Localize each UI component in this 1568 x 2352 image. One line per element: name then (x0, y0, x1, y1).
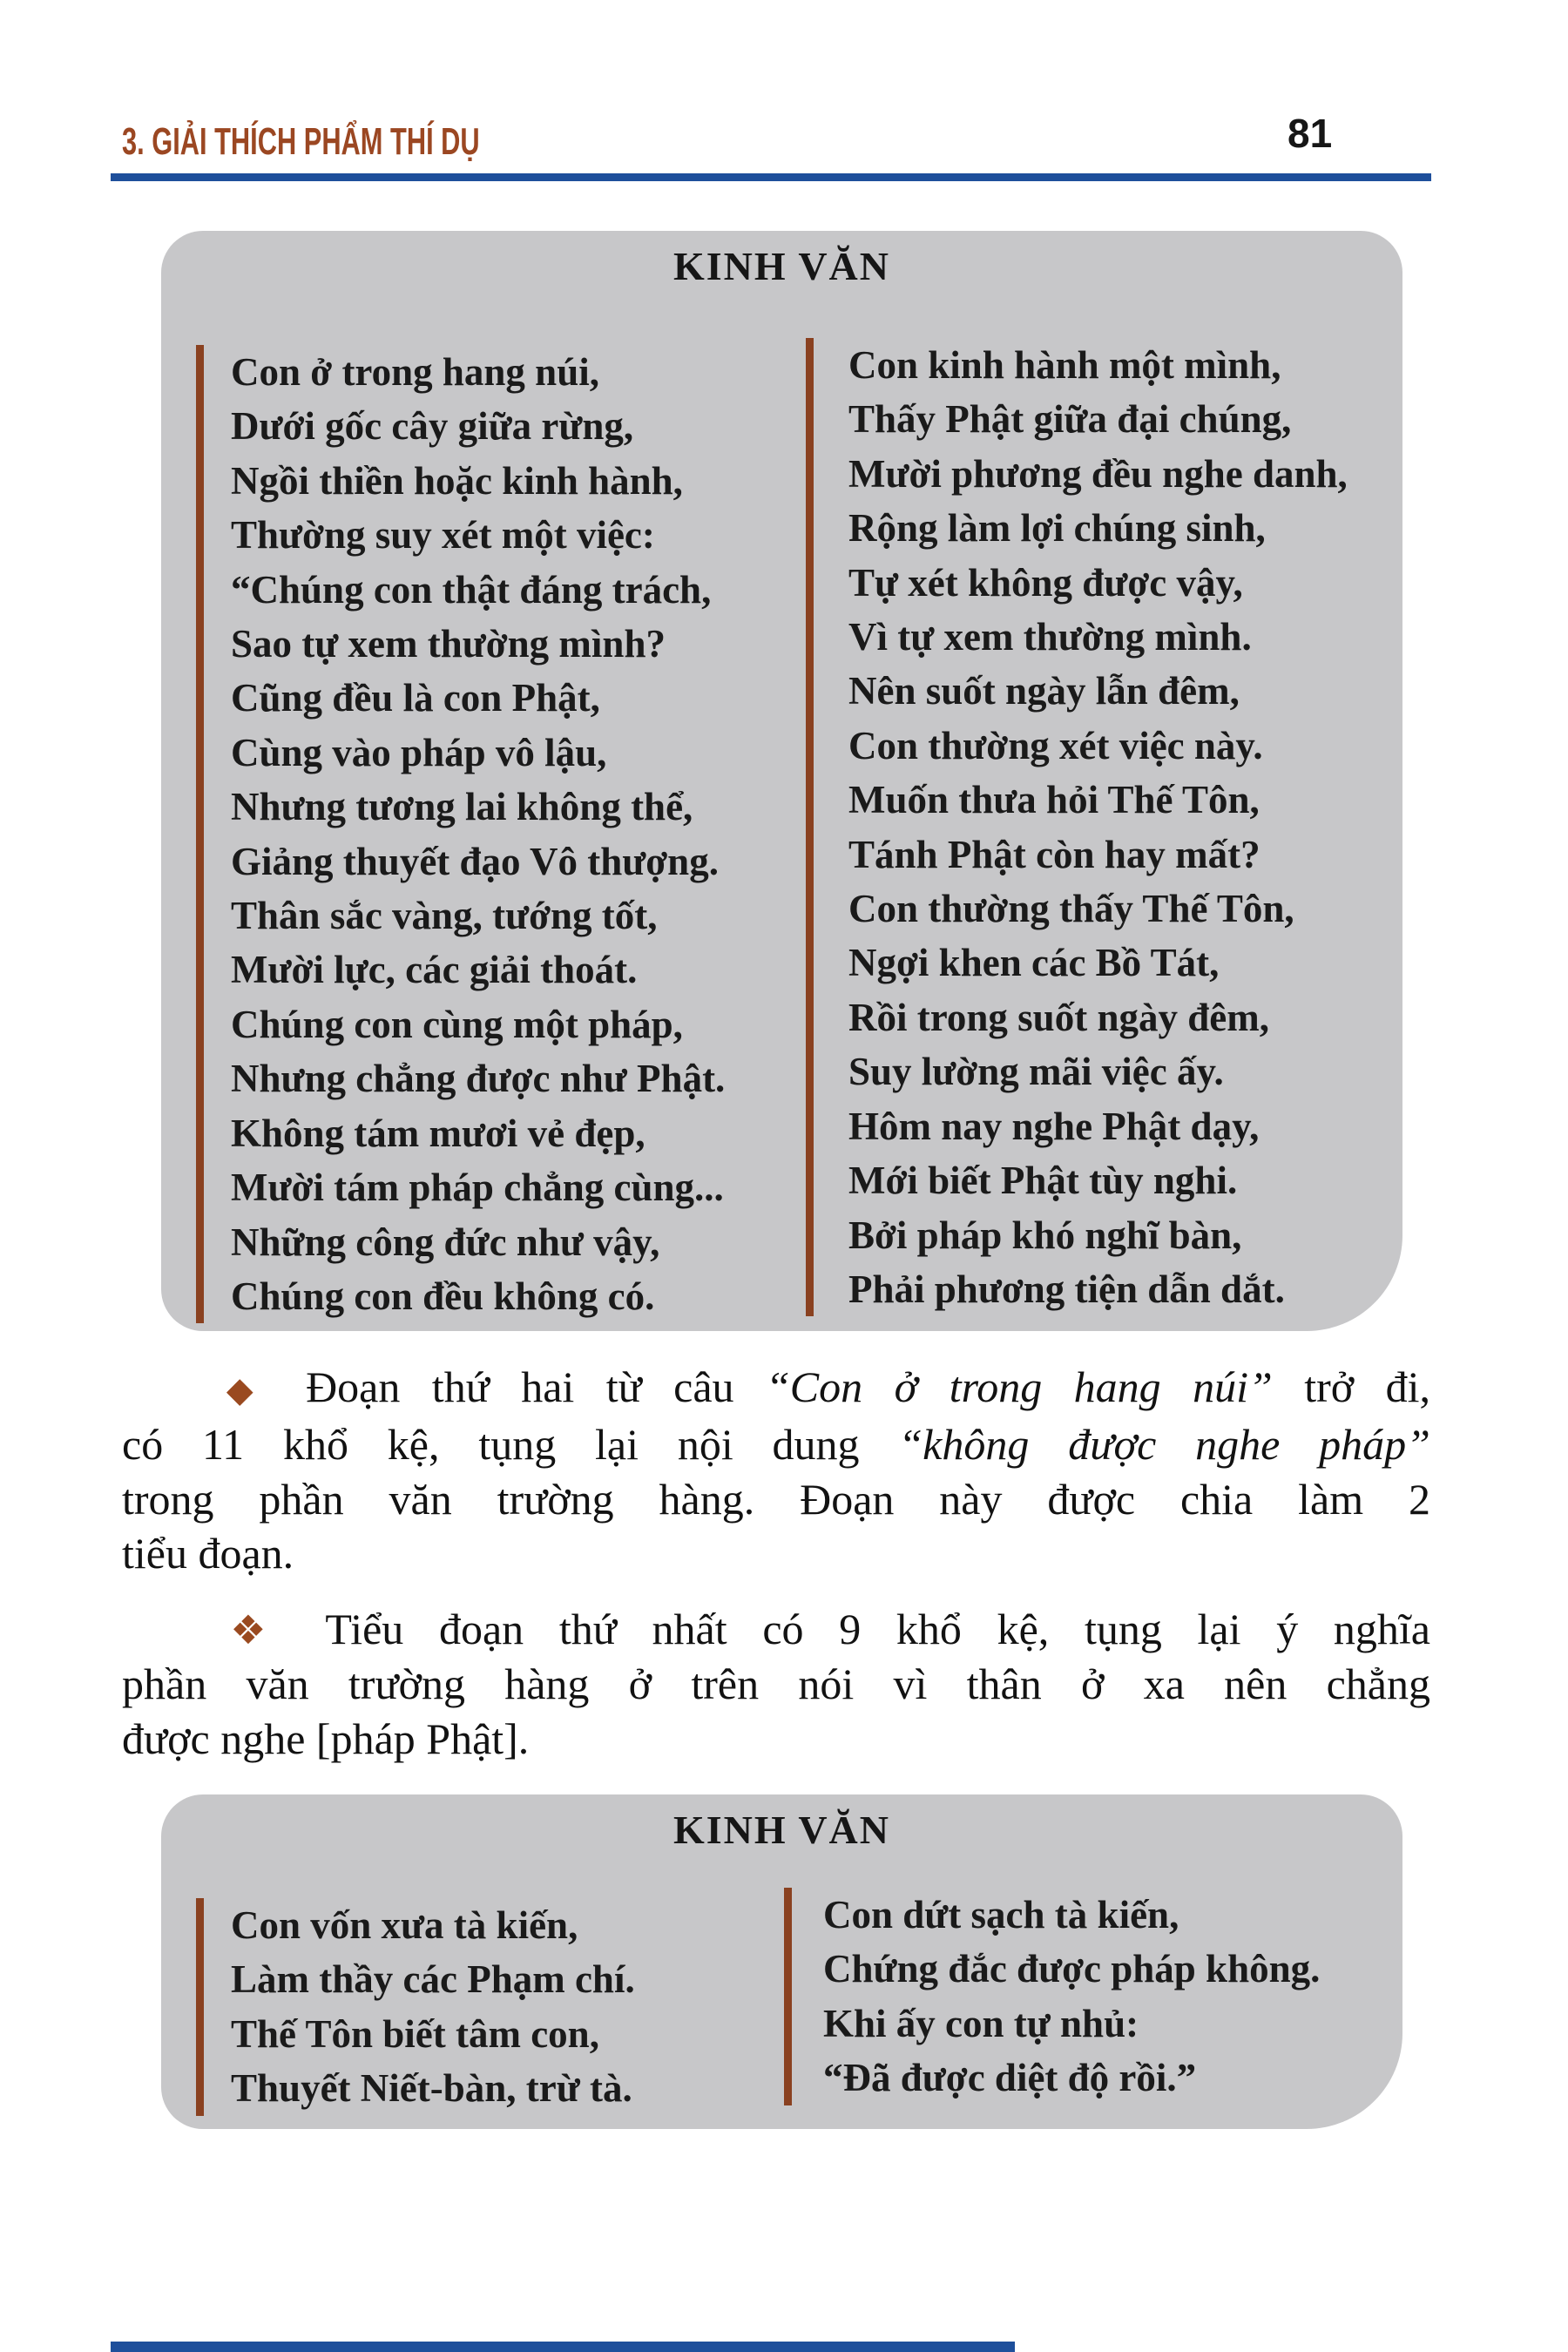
paragraph-line: phần văn trường hàng ở trên nói vì thân ở xa nên chẳng (122, 1659, 1430, 1709)
verse-line: Làm thầy các Phạm chí. (231, 1957, 635, 2002)
verse-line: Thế Tôn biết tâm con, (231, 2011, 599, 2056)
verse-column-right (784, 1888, 1320, 2105)
verse-line: Mới biết Phật tùy nghi. (848, 1159, 1238, 1203)
verse-line: Muốn thưa hỏi Thế Tôn, (848, 778, 1260, 822)
header-rule (111, 173, 1431, 181)
verse-line: Chứng đắc được pháp không. (823, 1947, 1321, 1991)
footer-rule (111, 2342, 1015, 2352)
verse-line: Nên suốt ngày lẫn đêm, (848, 669, 1240, 713)
verse-line: Mười tám pháp chẳng cùng... (231, 1166, 724, 1210)
commentary-paragraph-1 (122, 1360, 1430, 1581)
kinh-van-title: KINH VĂN (672, 244, 890, 288)
verse-line: Chúng con đều không có. (231, 1274, 655, 1318)
verse-line: Con ở trong hang núi, (231, 350, 599, 394)
verse-line: Mười lực, các giải thoát. (231, 948, 638, 992)
verse-line: Sao tự xem thường mình? (231, 622, 666, 666)
verse-line: Tự xét không được vậy, (848, 560, 1243, 605)
verse-line: Nhưng tương lai không thể, (231, 785, 693, 829)
verse-line: Rộng làm lợi chúng sinh, (848, 506, 1266, 551)
verse-line: Thuyết Niết-bàn, trừ tà. (231, 2066, 632, 2111)
verse-line: Ngồi thiền hoặc kinh hành, (231, 458, 683, 503)
verse-line: Thấy Phật giữa đại chúng, (848, 397, 1292, 442)
four-diamond-bullet-icon: ❖ (206, 1606, 291, 1653)
verse-column-left (196, 1898, 635, 2116)
verse-line: Con thường thấy Thế Tôn, (848, 887, 1294, 931)
verse-line: Phải phương tiện dẫn dắt. (848, 1267, 1285, 1311)
verse-line: Rồi trong suốt ngày đêm, (848, 995, 1269, 1039)
kinh-van-title: KINH VĂN (672, 1808, 890, 1852)
verse-line: Con dứt sạch tà kiến, (823, 1893, 1179, 1936)
verse-line: “Đã được diệt độ rồi.” (823, 2056, 1197, 2100)
commentary-paragraph-2 (122, 1602, 1430, 1766)
paragraph-line: được nghe [pháp Phật]. (122, 1713, 530, 1763)
kinh-van-box-1 (161, 231, 1402, 1331)
paragraph-line: ❖ Tiểu đoạn thứ nhất có 9 khổ kệ, tụng lại ý nghĩa (206, 1605, 1430, 1653)
verse-line: Suy lường mãi việc ấy. (848, 1050, 1224, 1094)
page-number: 81 (1288, 111, 1333, 156)
verse-column-left (196, 345, 725, 1323)
verse-line: Cũng đều là con Phật, (231, 676, 600, 720)
verse-line: Mười phương đều nghe danh, (848, 451, 1348, 496)
paragraph-line: trong phần văn trường hàng. Đoạn này được chia làm 2 (122, 1474, 1430, 1524)
paragraph-line: có 11 khổ kệ, tụng lại nội dung “không được nghe pháp” (122, 1420, 1430, 1470)
verse-line: Chúng con cùng một pháp, (231, 1002, 683, 1046)
verse-line: Cùng vào pháp vô lậu, (231, 730, 607, 774)
verse-line: Con kinh hành một mình, (848, 343, 1281, 387)
verse-line: Dưới gốc cây giữa rừng, (231, 404, 634, 449)
verse-line: Thân sắc vàng, tướng tốt, (231, 894, 658, 938)
verse-line: Hôm nay nghe Phật dạy, (848, 1104, 1260, 1148)
verse-line: Không tám mươi vẻ đẹp, (231, 1111, 645, 1155)
verse-column-right (806, 338, 1348, 1316)
verse-line: Những công đức như vậy, (231, 1220, 660, 1264)
diamond-bullet-icon: ◆ (206, 1370, 274, 1410)
section-heading: 3. GIẢI THÍCH PHẨM THÍ DỤ (122, 120, 480, 163)
verse-line: Con vốn xưa tà kiến, (231, 1903, 578, 1947)
verse-line: Bởi pháp khó nghĩ bàn, (848, 1213, 1242, 1257)
paragraph-line: ◆ Đoạn thứ hai từ câu “Con ở trong hang núi” trở đi, (206, 1362, 1431, 1411)
verse-line: Nhưng chẳng được như Phật. (231, 1057, 726, 1101)
verse-line: “Chúng con thật đáng trách, (231, 567, 712, 612)
verse-line: Khi ấy con tự nhủ: (823, 2001, 1139, 2045)
verse-line: Vì tự xem thường mình. (848, 615, 1252, 659)
kinh-van-box-2 (161, 1794, 1402, 2129)
verse-line: Giảng thuyết đạo Vô thượng. (231, 839, 719, 883)
verse-line: Ngợi khen các Bồ Tát, (848, 941, 1220, 985)
verse-line: Con thường xét việc này. (848, 723, 1263, 767)
verse-line: Thường suy xét một việc: (231, 513, 655, 558)
paragraph-line: tiểu đoạn. (122, 1529, 294, 1578)
verse-line: Tánh Phật còn hay mất? (848, 832, 1260, 876)
